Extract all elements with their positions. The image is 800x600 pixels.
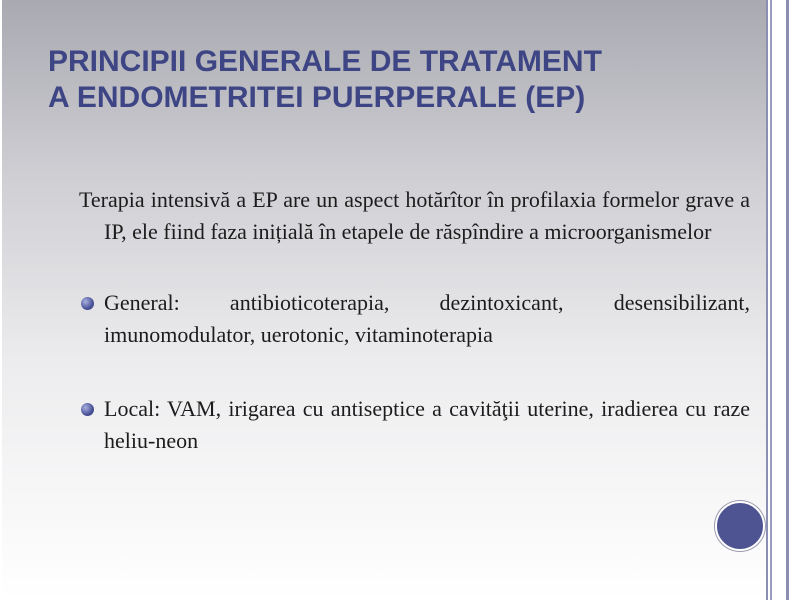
- bullet-icon: [81, 403, 94, 416]
- intro-paragraph: Terapia intensivă a EP are un aspect hotărîtor în profilaxia formelor grave a IP, ele fiind faza inițială în etapele de răspîndire a microorganismelor: [79, 187, 750, 244]
- slide-title-line-1: PRINCIPII GENERALE DE TRATAMENT: [48, 45, 602, 78]
- list-item: [79, 393, 750, 457]
- bullet-text-local: Local: VAM, irigarea cu antiseptice a cavităţii uterine, iradierea cu raze heliu-neon: [104, 396, 750, 453]
- decorative-circle-icon: [715, 501, 765, 551]
- bullet-text-general: General: antibioticoterapia, dezintoxicant, desensibilizant, imunomodulator, uerotonic, vitaminoterapia: [104, 290, 750, 347]
- list-item: [79, 287, 750, 351]
- slide-title: [48, 44, 748, 116]
- slide-title-line-2: A ENDOMETRITEI PUERPERALE (EP): [48, 81, 586, 114]
- decorative-side-stripes: [766, 0, 800, 600]
- bullet-icon: [81, 297, 94, 310]
- slide-body: [79, 184, 750, 499]
